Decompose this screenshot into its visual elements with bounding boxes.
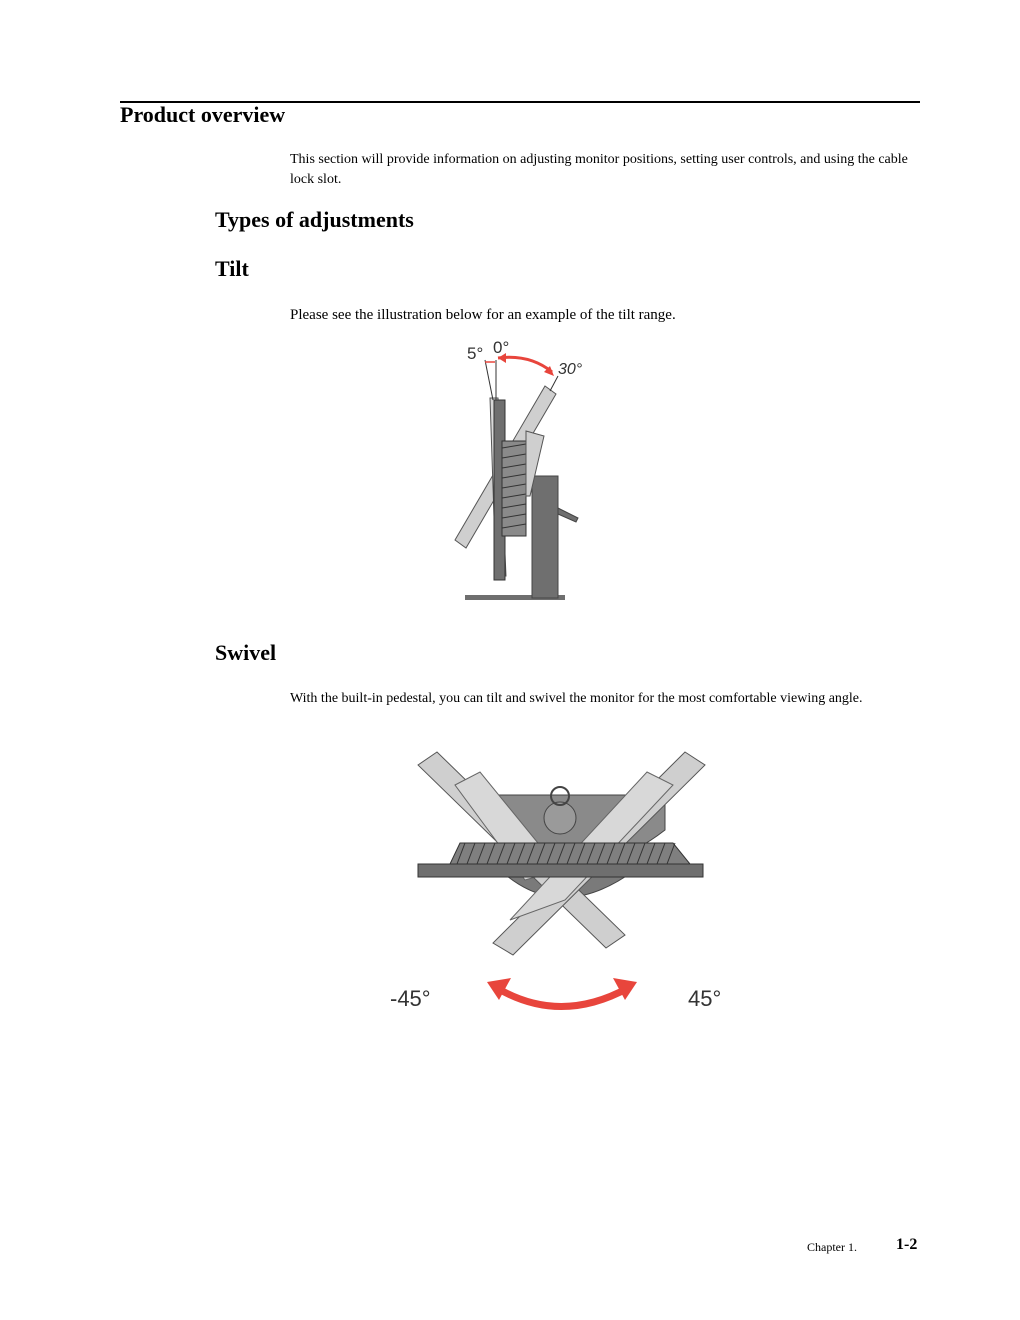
hinge-block: [502, 441, 526, 536]
swivel-arc: [497, 988, 628, 1007]
label-5: 5°: [467, 344, 484, 363]
tilt-heading: Tilt: [215, 256, 249, 281]
footer-page-number: 1-2: [896, 1236, 918, 1253]
swivel-illustration: [385, 750, 735, 1025]
stand-knob: [544, 802, 576, 834]
label-0: 0°: [493, 338, 510, 357]
page-title: Product overview: [120, 102, 286, 127]
types-heading: Types of adjustments: [215, 207, 414, 232]
swivel-paragraph: With the built-in pedestal, you can tilt and swivel the monitor for the most comfortable viewing angle.: [290, 691, 863, 706]
tilt-arc: [498, 357, 552, 372]
tilt-illustration: [440, 336, 600, 606]
angle-line-back: [485, 360, 493, 400]
intro-paragraph: This section will provide information on adjusting monitor positions, setting user controls, and using the cable lock slot.: [290, 152, 908, 187]
label-30: 30°: [558, 361, 583, 378]
footer-chapter: Chapter 1.: [807, 1240, 857, 1254]
label-minus-45: -45°: [390, 986, 431, 1011]
angle-line-forward: [550, 376, 558, 391]
label-plus-45: 45°: [688, 986, 722, 1011]
monitor-front: [418, 864, 703, 877]
swivel-heading: Swivel: [215, 640, 277, 665]
stand-arm: [558, 508, 578, 522]
tilt-paragraph: Please see the illustration below for an example of the tilt range.: [290, 307, 676, 323]
stand-column: [532, 476, 558, 598]
